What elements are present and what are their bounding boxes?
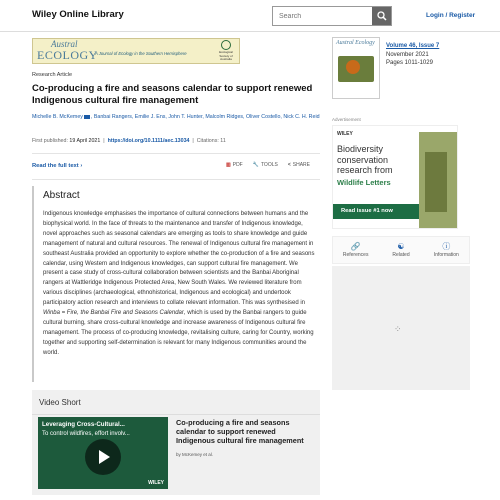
author-link[interactable]: Michelle B. McKemey: [32, 114, 83, 120]
video-thumbnail[interactable]: [38, 417, 168, 489]
search-input[interactable]: [273, 7, 372, 25]
search-box: [272, 6, 392, 26]
article-title: Co-producing a fire and seasons calendar to support renewed Indigenous cultural fire management: [32, 83, 313, 106]
doi-link[interactable]: https://doi.org/10.1111/aec.13034: [107, 138, 190, 144]
issue-info: Volume 46, Issue 7 November 2021 Pages 1011-1029: [386, 43, 440, 66]
play-icon[interactable]: [85, 439, 121, 475]
article-meta: First published: 19 April 2021 | https://doi.org/10.1111/aec.13034 | Citations: 11: [32, 138, 226, 144]
link-icon: 🔗: [350, 242, 361, 251]
cover-image: [338, 56, 374, 82]
journal-logo: Austral ECOLOGY: [37, 39, 98, 62]
pdf-icon: ▥: [226, 162, 231, 168]
info-icon: ⓘ: [442, 242, 451, 251]
tools-button[interactable]: 🔧 TOOLS: [252, 162, 278, 168]
author-list: [32, 113, 322, 122]
video-thumb-title: Leveraging Cross-Cultural...: [42, 421, 125, 428]
wiley-logo: WILEY: [148, 480, 164, 486]
video-short-section: [32, 390, 320, 495]
published-date: 19 April 2021: [69, 138, 101, 144]
ad-journal-name: Wildlife Letters: [337, 178, 391, 187]
advertisement[interactable]: WILEY Biodiversity conservation research from Wildlife Letters Read issue #1 now: [332, 125, 458, 229]
society-seal: Ecological Society of Australia: [215, 40, 237, 62]
journal-tagline: A Journal of Ecology in the Southern Hemisphere: [95, 51, 187, 56]
side-tabs: [332, 236, 470, 264]
abstract-section: [32, 186, 320, 382]
side-panel-content: [332, 266, 470, 390]
author-links[interactable]: , Banbai Rangers, Emilie J. Ens, John T. Hunter, Malcolm Ridges, Oliver Costello, Nick C. H. Reid: [90, 114, 320, 120]
tab-related[interactable]: ☯ Related: [378, 237, 423, 263]
ad-cta-button[interactable]: Read issue #1 now: [333, 204, 419, 219]
video-thumb-subtitle: To control wildfires, effort involv...: [42, 431, 130, 437]
network-icon: ☯: [397, 242, 405, 251]
journal-cover[interactable]: Austral Ecology: [332, 37, 380, 99]
abstract-text: Indigenous knowledge emphasises the importance of cultural connections between humans and the biophysical world. In the face of threats to the maintenance and transfer of Indigenous knowledge, novel approaches such as seasonal calendars are emerging as tools to share knowledge and guide management of natural and cultural resources. The renewal of Indigenous cultural fire management in southeast Australia provided an opportunity to explore whether the co-production of a fire and seasons calendar, using Western and Indigenous knowledges, can support cultural fire management. We present a case study of cross-cultural collaboration between scientists and the Banbai Aboriginal rangers at Wattleridge Indigenous Protected Area, New South Wales. We reviewed literature from various disciplines (archaeological, ethnohistorical, Indigenous and ecological) and undertook participatory action research and interviews to collate relevant information. This was synthesised in Winba = Fire, the Banbai Fire and Seasons Calendar, which is used by the Banbai rangers to guide cultural burning, share cross-cultural knowledge and increase awareness of Indigenous cultural fire management. The process of co-producing knowledge, revitalising culture, caring for Country, working together and supporting self-determination is relevant for many Indigenous communities around the world.: [43, 211, 315, 356]
search-icon: [377, 11, 387, 21]
email-icon[interactable]: [84, 115, 90, 119]
ad-headline: Biodiversity conservation research from: [337, 144, 393, 175]
pdf-button[interactable]: ▥ PDF: [226, 162, 243, 168]
ad-photo: [419, 132, 457, 228]
video-byline: by McKemey et al.: [176, 452, 214, 457]
journal-banner[interactable]: [32, 38, 240, 64]
top-bar: [0, 0, 500, 32]
article-type: Research Article: [32, 72, 73, 78]
article-toolbar: [226, 162, 310, 168]
ad-label: Advertisement: [332, 117, 361, 122]
wrench-icon: 🔧: [252, 162, 259, 168]
login-register-link[interactable]: Login / Register: [426, 12, 476, 19]
read-full-text-link[interactable]: Read the full text ›: [32, 163, 83, 169]
video-title[interactable]: Co-producing a fire and seasons calendar to support renewed Indigenous cultural fire management: [176, 418, 304, 446]
video-heading: Video Short: [39, 398, 81, 407]
search-button[interactable]: [372, 7, 391, 25]
divider: [32, 153, 320, 154]
share-button[interactable]: < SHARE: [287, 162, 310, 168]
site-brand[interactable]: Wiley Online Library: [32, 9, 124, 20]
volume-issue-link[interactable]: Volume 46, Issue 7: [386, 43, 440, 49]
divider: [32, 179, 320, 180]
abstract-heading: Abstract: [43, 190, 80, 201]
tab-references[interactable]: 🔗 References: [333, 237, 378, 263]
share-icon: <: [287, 162, 291, 168]
loading-spinner-icon: ⁘: [394, 324, 402, 334]
citation-count[interactable]: Citations: 11: [196, 138, 226, 144]
tab-information[interactable]: ⓘ Information: [424, 237, 469, 263]
